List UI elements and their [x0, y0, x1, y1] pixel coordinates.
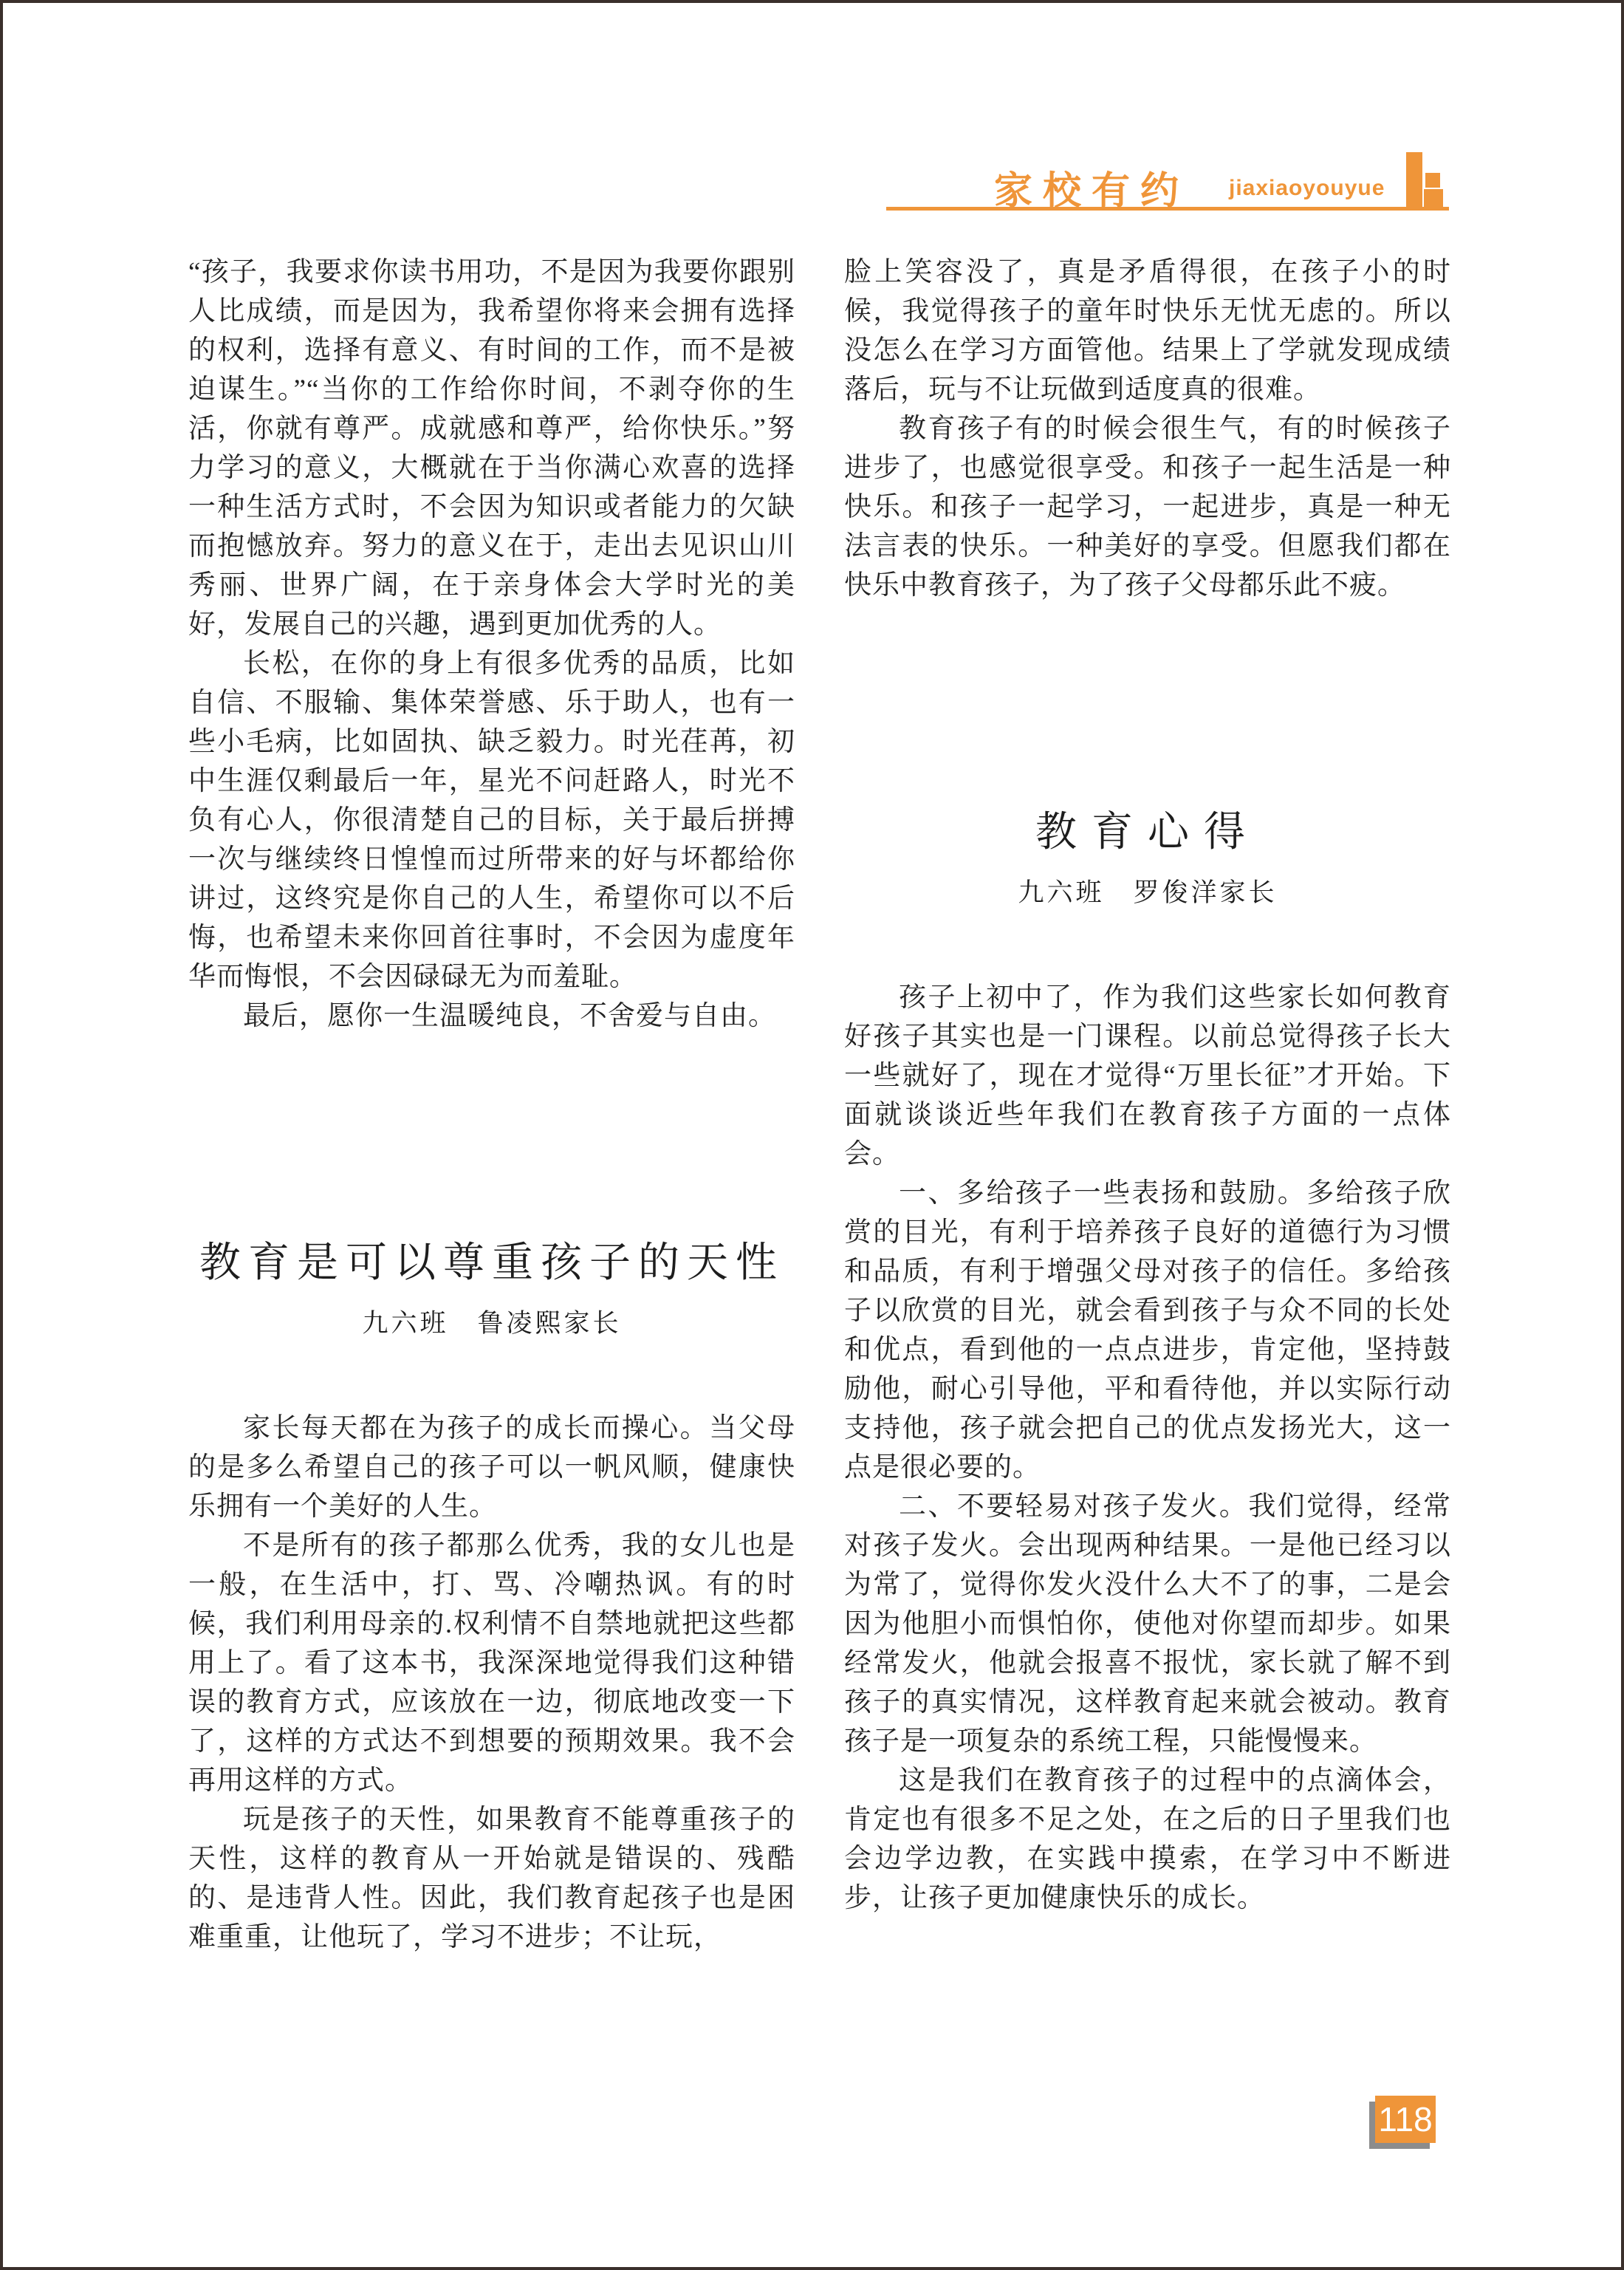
right-column: [844, 253, 1451, 1957]
paragraph: 长松，在你的身上有很多优秀的品质，比如自信、不服输、集体荣誉感、乐于助人，也有一些小毛病，比如固执、缺乏毅力。时光荏苒，初中生涯仅剩最后一年，星光不问赶路人，时光不负有心人，你很清楚自己的目标，关于最后拼搏一次与继续终日惶惶而过所带来的好与坏都给你讲过，这终究是你自己的人生，希望你可以不后悔，也希望未来你回首往事时，不会因为虚度年华而悔恨，不会因碌碌无为而羞耻。: [188, 649, 795, 992]
section-title: 家校有约: [994, 170, 1190, 213]
section-pinyin: jiaxiaoyouyue: [1229, 176, 1385, 200]
article-title: 教育是可以尊重孩子的天性: [199, 1240, 784, 1286]
paragraph: “孩子，我要求你读书用功，不是因为我要你跟别人比成绩，而是因为，我希望你将来会拥有选择的权利，选择有意义、有时间的工作，而不是被迫谋生。”“当你的工作给你时间，不剥夺你的生活，你就有尊严。成就感和尊严，给你快乐。”努力学习的意义，大概就在于当你满心欢喜的选择一种生活方式时，不会因为知识或者能力的欠缺而抱憾放弃。努力的意义在于，走出去见识山川秀丽、世界广阔，在于亲身体会大学时光的美好，发展自己的兴趣，遇到更加优秀的人。: [188, 257, 795, 640]
article-byline: 九六班 罗俊洋家长: [1018, 878, 1278, 907]
paragraph: 教育孩子有的时候会很生气，有的时候孩子进步了，也感觉很享受。和孩子一起生活是一种快乐。和孩子一起学习，一起进步，真是一种无法言表的快乐。一种美好的享受。但愿我们都在快乐中教育孩子，为了孩子父母都乐此不疲。: [844, 414, 1451, 601]
article-title: 教育心得: [1035, 810, 1260, 855]
paragraph: 玩是孩子的天性，如果教育不能尊重孩子的天性，这样的教育从一开始就是错误的、残酷的、是违背人性。因此，我们教育起孩子也是困难重重，让他玩了，学习不进步；不让玩，: [188, 1805, 795, 1952]
pixel-blocks-decoration: [1406, 152, 1422, 207]
paragraph: 这是我们在教育孩子的过程中的点滴体会，肯定也有很多不足之处，在之后的日子里我们也会边学边教，在实践中摸索，在学习中不断进步，让孩子更加健康快乐的成长。: [844, 1765, 1451, 1913]
pixel-blocks-decoration: [1424, 189, 1443, 207]
text-columns: [188, 253, 1451, 1957]
left-column: [188, 253, 795, 1957]
article-header: [188, 1240, 795, 1339]
paragraph: 家长每天都在为孩子的成长而操心。当父母的是多么希望自己的孩子可以一帆风顺，健康快乐拥有一个美好的人生。: [188, 1413, 795, 1522]
paragraph: 脸上笑容没了，真是矛盾得很，在孩子小的时候，我觉得孩子的童年时快乐无忧无虑的。所以没怎么在学习方面管他。结果上了学就发现成绩落后，玩与不让玩做到适度真的很难。: [844, 257, 1451, 405]
article-header: [844, 810, 1451, 908]
article-byline: 九六班 鲁凌熙家长: [362, 1309, 622, 1338]
page-number: 118: [1378, 2100, 1433, 2139]
paragraph: 孩子上初中了，作为我们这些家长如何教育好孩子其实也是一门课程。以前总觉得孩子长大一些就好了，现在才觉得“万里长征”才开始。下面就谈谈近些年我们在教育孩子方面的一点体会。: [844, 982, 1451, 1169]
pixel-blocks-decoration: [1425, 173, 1440, 188]
paragraph: 一、多给孩子一些表扬和鼓励。多给孩子欣赏的目光，有利于培养孩子良好的道德行为习惯和品质，有利于增强父母对孩子的信任。多给孩子以欣赏的目光，就会看到孩子与众不同的长处和优点，看到他的一点点进步，肯定他，坚持鼓励他，耐心引导他，平和看待他，并以实际行动支持他，孩子就会把自己的优点发扬光大，这一点是很必要的。: [844, 1178, 1451, 1483]
paragraph: 最后，愿你一生温暖纯良，不舍爱与自由。: [243, 1001, 776, 1031]
paragraph: 不是所有的孩子都那么优秀，我的女儿也是一般，在生活中，打、骂、冷嘲热讽。有的时候，我们利用母亲的.权利情不自禁地就把这些都用上了。看了这本书，我深深地觉得我们这种错误的教育方式，应该放在一边，彻底地改变一下了，这样的方式达不到想要的预期效果。我不会再用这样的方式。: [188, 1531, 795, 1796]
page-number-badge: [1375, 2096, 1436, 2143]
paragraph: 二、不要轻易对孩子发火。我们觉得，经常对孩子发火。会出现两种结果。一是他已经习以为常了，觉得你发火没什么大不了的事，二是会因为他胆小而惧怕你，使他对你望而却步。如果经常发火，他就会报喜不报忧，家长就了解不到孩子的真实情况，这样教育起来就会被动。教育孩子是一项复杂的系统工程，只能慢慢来。: [844, 1491, 1451, 1757]
